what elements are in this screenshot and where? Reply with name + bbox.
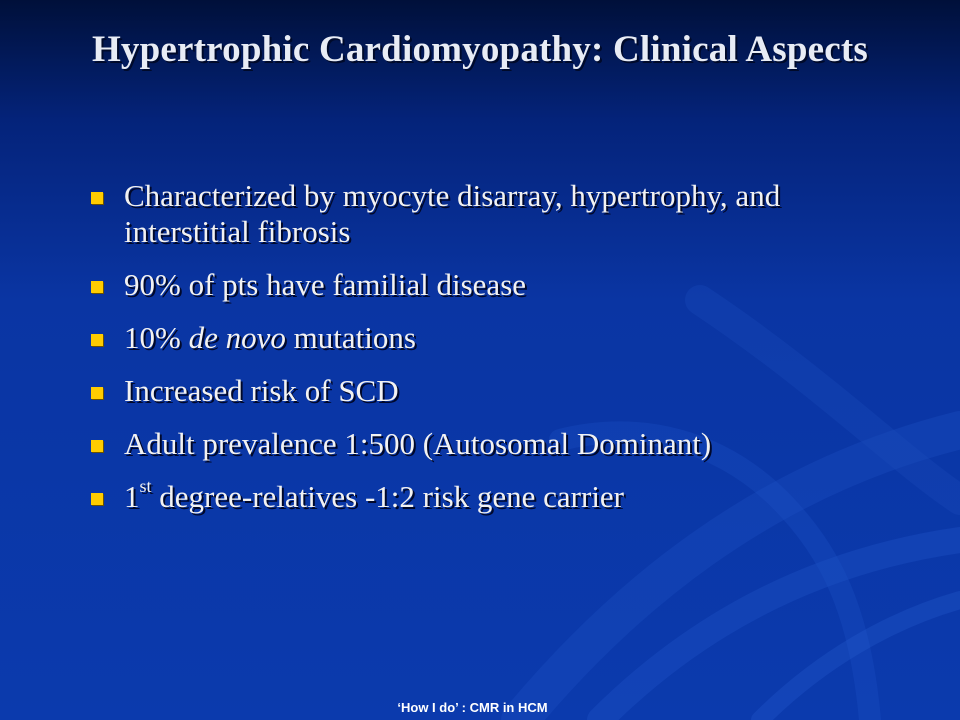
bullet-text: 90% of pts have familial disease — [124, 267, 527, 302]
bullet-item — [88, 426, 908, 462]
bullet-text-suffix: mutations — [285, 320, 416, 355]
slide-footer: ‘How I do’ : CMR in HCM — [397, 700, 548, 715]
square-bullet-icon — [91, 192, 103, 204]
bullet-text-suffix: degree-relatives -1:2 risk gene carrier — [151, 479, 625, 514]
bullet-item — [88, 373, 908, 409]
square-bullet-icon — [91, 493, 103, 505]
bullet-text: Adult prevalence 1:500 (Autosomal Dominant) — [124, 426, 712, 461]
bullet-text: Characterized by myocyte disarray, hypertrophy, and interstitial fibrosis — [124, 178, 781, 249]
bullet-list — [88, 178, 908, 515]
bullet-text-prefix: 1 — [124, 479, 140, 514]
square-bullet-icon — [91, 334, 103, 346]
square-bullet-icon — [91, 281, 103, 293]
bullet-text: Increased risk of SCD — [124, 373, 399, 408]
bullet-text-italic: de novo — [188, 320, 286, 355]
bullet-item — [88, 475, 908, 515]
bullet-item — [88, 267, 908, 303]
square-bullet-icon — [91, 440, 103, 452]
square-bullet-icon — [91, 387, 103, 399]
bullet-item — [88, 320, 908, 356]
bullet-text-prefix: 10% — [124, 320, 189, 355]
bullet-text-superscript: st — [139, 475, 152, 496]
bullet-item — [88, 178, 908, 250]
slide-title: Hypertrophic Cardiomyopathy: Clinical Aspects — [91, 29, 869, 70]
